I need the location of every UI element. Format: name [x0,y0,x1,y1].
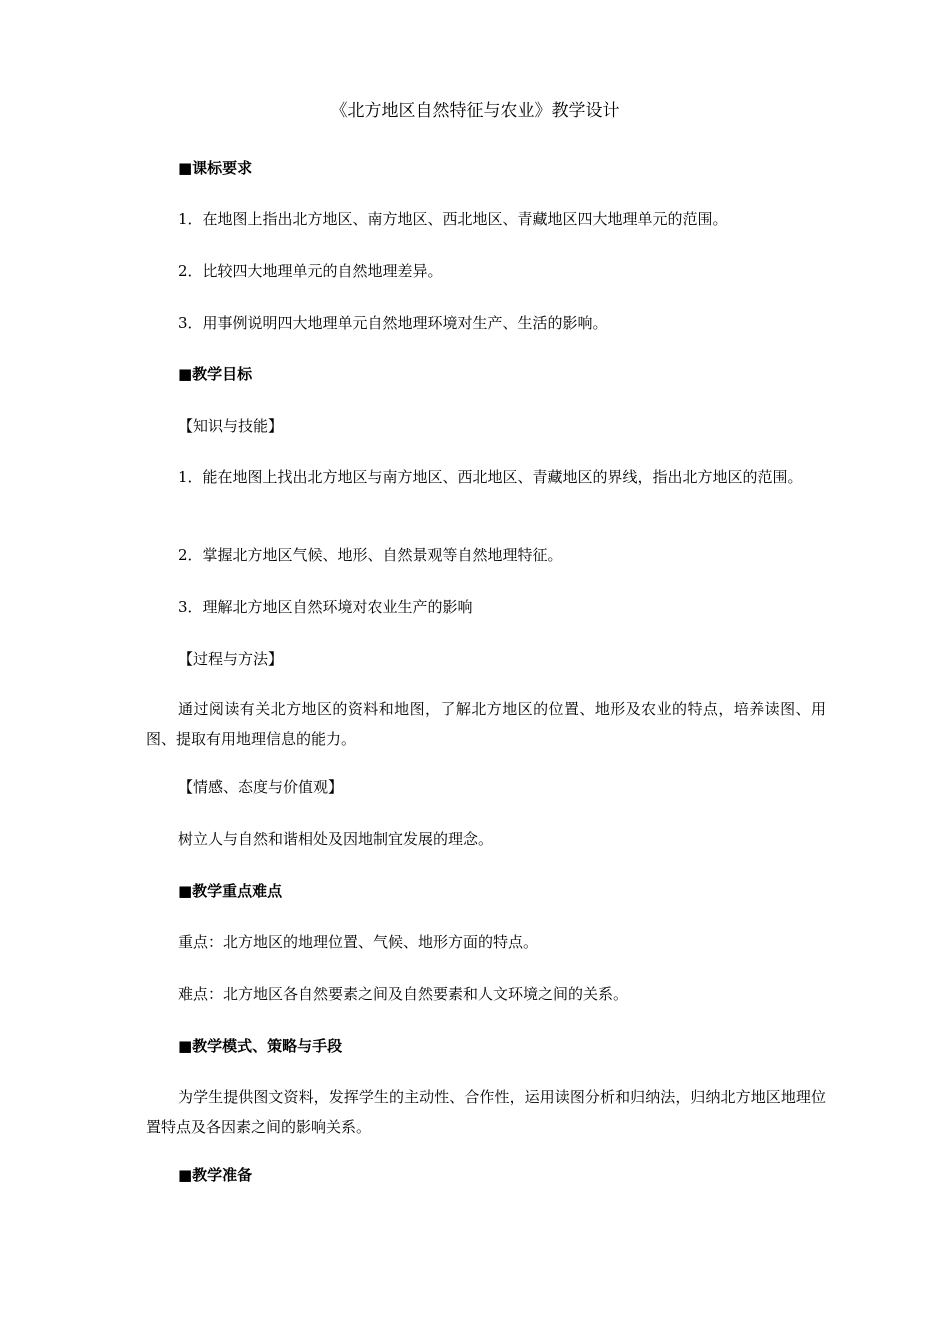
key-point-difficulty: 难点：北方地区各自然要素之间及自然要素和人文环境之间的关系。 [178,985,629,1003]
curriculum-item: 2．比较四大地理单元的自然地理差异。 [178,262,443,280]
heading-teaching-methods: ■教学模式、策略与手段 [178,1037,343,1055]
emotion-values-text: 树立人与自然和谐相处及因地制宜发展的理念。 [178,830,494,848]
curriculum-item: 1．在地图上指出北方地区、南方地区、西北地区、青藏地区四大地理单元的范围。 [178,210,728,228]
curriculum-item: 3．用事例说明四大地理单元自然地理环境对生产、生活的影响。 [178,314,608,332]
teaching-methods-text: 为学生提供图文资料，发挥学生的主动性、合作性，运用读图分析和归纳法，归纳北方地区地理位置特点及各因素之间的影响关系。 [146,1088,826,1136]
heading-teaching-preparation: ■教学准备 [178,1166,253,1184]
document-title: 《北方地区自然特征与农业》教学设计 [330,101,620,121]
subheading-emotion-values: 【情感、态度与价值观】 [178,778,344,796]
heading-teaching-objectives: ■教学目标 [178,365,253,383]
heading-curriculum-requirements: ■课标要求 [178,159,253,177]
knowledge-item: 3．理解北方地区自然环境对农业生产的影响 [178,598,473,616]
knowledge-item: 1．能在地图上找出北方地区与南方地区、西北地区、青藏地区的界线，指出北方地区的范围。 [178,468,803,486]
process-methods-text: 通过阅读有关北方地区的资料和地图，了解北方地区的位置、地形及农业的特点，培养读图、用图、提取有用地理信息的能力。 [146,700,826,748]
knowledge-item: 2．掌握北方地区气候、地形、自然景观等自然地理特征。 [178,546,563,564]
key-point-focus: 重点：北方地区的地理位置、气候、地形方面的特点。 [178,933,539,951]
heading-key-points: ■教学重点难点 [178,882,283,900]
subheading-process-methods: 【过程与方法】 [178,650,284,668]
subheading-knowledge-skills: 【知识与技能】 [178,417,284,435]
